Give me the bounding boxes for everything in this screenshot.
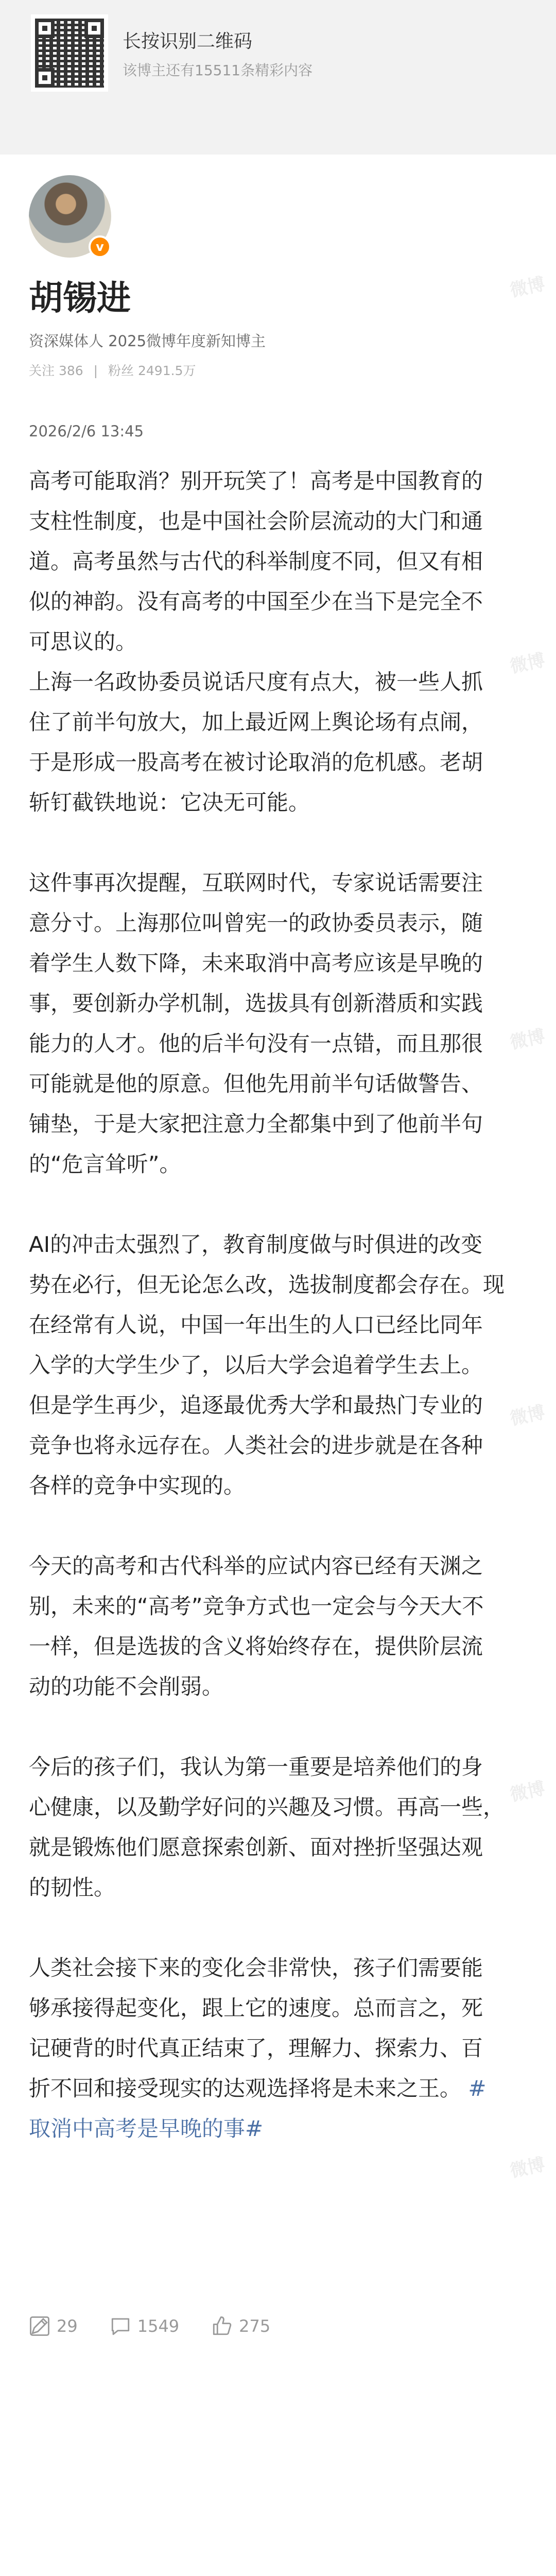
- post-text-line: 入学的大学生少了，以后大学会追着学生去上。: [29, 1352, 483, 1378]
- post-card: [0, 155, 556, 2576]
- post-text-line: 可能就是他的原意。但他先用前半句话做警告、: [29, 1071, 483, 1096]
- thumbs-up-icon: [211, 2315, 233, 2337]
- post-text-line: 的“危言耸听”。: [29, 1151, 181, 1177]
- post-actions: [29, 2311, 302, 2342]
- watermark: 微博: [508, 650, 547, 677]
- paragraph-gap: [29, 823, 528, 863]
- post-text-line: 够承接得起变化，跟上它的速度。总而言之，死: [29, 1995, 483, 2021]
- post-text-line: 可思议的。: [29, 629, 137, 654]
- verified-badge-icon: v: [89, 235, 111, 258]
- like-count: 275: [239, 2316, 271, 2336]
- topic-link[interactable]: 取消中高考是早晚的事#: [29, 2116, 264, 2141]
- post-text-line: 各样的竞争中实现的。: [29, 1473, 246, 1498]
- watermark: 微博: [508, 274, 547, 301]
- post-text-line: 支柱性制度，也是中国社会阶层流动的大门和通: [29, 509, 483, 534]
- paragraph-gap: [29, 1184, 528, 1225]
- post-text-line: 住了前半句放大，加上最近网上舆论场有点闹，: [29, 709, 483, 735]
- top-banner: [0, 0, 556, 106]
- post-text-line: 道。高考虽然与古代的科举制度不同，但又有相: [29, 549, 483, 574]
- followers-count: 2491.5万: [138, 363, 196, 378]
- post-text-line: 一样，但是选拔的含义将始终存在，提供阶层流: [29, 1634, 483, 1659]
- author-stats: [29, 361, 196, 379]
- post-text-line: 这件事再次提醒，互联网时代，专家说话需要注: [29, 870, 483, 895]
- banner-title: 长按识别二维码: [123, 31, 253, 52]
- post-text-line: 动的功能不会削弱。: [29, 1674, 224, 1699]
- post-text-line: 人类社会接下来的变化会非常快，孩子们需要能: [29, 1955, 483, 1980]
- post-text-line: 但是学生再少，追逐最优秀大学和最热门专业的: [29, 1393, 483, 1418]
- post-text-line: 意分寸。上海那位叫曾宪一的政协委员表示，随: [29, 910, 483, 936]
- post-text-line: 别，未来的“高考”竞争方式也一定会与今天大不: [29, 1594, 484, 1619]
- repost-icon: [29, 2315, 50, 2337]
- paragraph-gap: [29, 1506, 528, 1546]
- post-timestamp: 2026/2/6 13:45: [29, 422, 144, 440]
- post-text-line: 能力的人才。他的后半句没有一点错，而且那很: [29, 1031, 483, 1056]
- following-count: 386: [58, 363, 83, 378]
- repost-button[interactable]: [29, 2315, 78, 2337]
- post-text-line: 铺垫，于是大家把注意力全都集中到了他前半句: [29, 1111, 483, 1137]
- comment-icon: [110, 2315, 131, 2337]
- following-label: 关注: [29, 363, 55, 378]
- post-text-line: 上海一名政协委员说话尺度有点大，被一些人抓: [29, 669, 483, 694]
- qr-code[interactable]: [31, 14, 108, 92]
- post-text-line: [29, 2069, 528, 2109]
- post-text-line: 高考可能取消？别开玩笑了！高考是中国教育的: [29, 468, 483, 494]
- post-text-line: 的韧性。: [29, 1875, 116, 1900]
- watermark: 微博: [508, 2154, 547, 2182]
- post-text-line: 在经常有人说，中国一年出生的人口已经比同年: [29, 1312, 483, 1337]
- author-title: 资深媒体人 2025微博年度新知博主: [29, 332, 266, 350]
- post-text-line: AI的冲击太强烈了，教育制度做与时俱进的改变: [29, 1232, 483, 1257]
- comment-count: 1549: [137, 2316, 180, 2336]
- topic-hash[interactable]: #: [468, 2076, 486, 2101]
- followers-label: 粉丝: [108, 363, 134, 378]
- post-text-line: 今天的高考和古代科举的应试内容已经有天渊之: [29, 1553, 483, 1579]
- post-body: [29, 461, 528, 2149]
- like-button[interactable]: [211, 2315, 270, 2337]
- post-text-line: 斩钉截铁地说：它决无可能。: [29, 790, 310, 815]
- post-text-line: 今后的孩子们，我认为第一重要是培养他们的身: [29, 1754, 483, 1780]
- post-text-line: 心健康，以及勤学好问的兴趣及习惯。再高一些，: [29, 1794, 505, 1820]
- watermark: 微博: [508, 1026, 547, 1054]
- post-text-line: 就是锻炼他们愿意探索创新、面对挫折坚强达观: [29, 1835, 483, 1860]
- post-text-line: 势在必行，但无论怎么改，选拔制度都会存在。现: [29, 1272, 505, 1297]
- post-text-line: 竞争也将永远存在。人类社会的进步就是在各种: [29, 1433, 483, 1458]
- post-text-line: 事，要创新办学机制，选拔具有创新潜质和实践: [29, 991, 483, 1016]
- author-name[interactable]: 胡锡进: [29, 278, 131, 318]
- paragraph-gap: [29, 1707, 528, 1747]
- post-text-line: 记硬背的时代真正结束了，理解力、探索力、百: [29, 2036, 483, 2061]
- comment-button[interactable]: [110, 2315, 179, 2337]
- post-text-line: 似的神韵。没有高考的中国至少在当下是完全不: [29, 589, 483, 614]
- banner-subtitle: 该博主还有15511条精彩内容: [123, 62, 313, 79]
- repost-count: 29: [57, 2316, 78, 2336]
- paragraph-gap: [29, 1908, 528, 1948]
- watermark: 微博: [508, 1778, 547, 1806]
- watermark: 微博: [508, 1402, 547, 1430]
- post-text-line: 着学生人数下降，未来取消中高考应该是早晚的: [29, 951, 483, 976]
- post-text-segment: 折不回和接受现实的达观选择将是未来之王。: [29, 2076, 462, 2101]
- stats-divider: |: [93, 363, 98, 378]
- post-text-line: 于是形成一股高考在被讨论取消的危机感。老胡: [29, 750, 483, 775]
